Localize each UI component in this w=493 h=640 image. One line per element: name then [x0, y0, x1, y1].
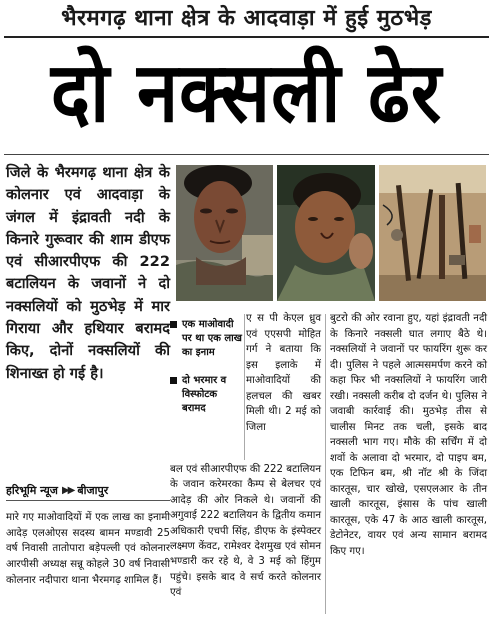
kicker-headline: भैरमगढ़ थाना क्षेत्र के आदवाड़ा में हुई मुठभेड़ [61, 6, 432, 31]
byline [6, 480, 170, 501]
headline-divider [4, 154, 489, 155]
kicker-divider [4, 36, 489, 38]
column-2-top [246, 311, 321, 435]
bullet-square-icon [170, 377, 177, 384]
highlight-text: एक माओवादी पर था एक लाख का इनाम [182, 319, 242, 358]
column-2-top-text: ए स पी केएल ध्रुव एवं एएसपी मोहित गर्ग ने बताया कि इस इलाके में माओवादियों की हलचल की खबर मिली थी। 2 मई को जिला [246, 313, 321, 433]
lead-text: जिले के भैरमगढ़ थाना क्षेत्र के कोलनार एवं आदवाड़ा के जंगल में इंद्रावती नदी के किनारे गुरूवार की शाम डीएफ एवं सीआरपीएफ की 222 बटालियन के जवानों ने दो नक्सलियों को मुठभेड़ में मार गिराया और हथियार बरामद किए, दोनों नक्सलियों की शिनाख्त हो गई है। [6, 164, 170, 382]
highlight-item [170, 318, 244, 360]
photo-weapons-image [379, 165, 486, 301]
highlights-box [170, 318, 244, 430]
column-divider [325, 314, 326, 614]
main-headline: दो नक्सली ढेर [50, 44, 443, 142]
photo-body-2 [277, 165, 375, 301]
column-divider [244, 314, 245, 460]
photo-body-1-image [176, 165, 273, 301]
highlight-item [170, 374, 244, 416]
highlight-text: दो भरमार व विस्फोटक बरामद [182, 375, 227, 414]
byline-place: बीजापुर [77, 483, 109, 497]
photo-weapons [379, 165, 486, 301]
bullet-square-icon [170, 321, 177, 328]
byline-paper: हरिभूमि न्यूज [6, 483, 58, 497]
photo-body-1 [176, 165, 273, 301]
photo-body-2-image [277, 165, 375, 301]
column-1-body: मारे गए माओवादियों में एक लाख का इनामी आदेड़ एलओएस सदस्य बामन मण्डावी 25 वर्ष निवासी तातोपारा बड़ेपल्ली एवं कोलनार आरपीसी अध्यक्ष सन्नू कोहले 30 वर्ष निवासी कोलनार नदीपारा थाना भैरमगढ़ शामिल हैं। [6, 512, 170, 586]
lead-paragraph [6, 162, 170, 385]
byline-arrows-icon: ▶▶ [61, 484, 74, 496]
column-3-body: बुटरो की ओर रवाना हुए, यहां इंद्रावती नदी के किनारे नक्सली घात लगाए बैठे थे। नक्सलियों ने जवानों पर फायरिंग शुरू कर दी। पुलिस ने पहले आत्मसमर्पण करने को कहा फिर भी नक्सलियों ने फायरिंग जारी रखी। नक्सली करीब दो दर्जन थे। पुलिस ने जवाबी कार्रवाई की। मुठभेड़ तीस से चालीस मिनट तक चली, इसके बाद नक्सली भाग गए। मौके की सर्चिंग में दो शवों के अलावा दो भरमार, दो पाइप बम, एक टिफिन बम, श्री नॉट श्री के जिंदा कारतूस, चार खोखे, एसएलआर के तीन खाली कारतूस, इंसास के पांच खाली कारतूस, एके 47 के आठ खाली कारतूस, डेटोनेटर, वायर एवं अन्य सामान बरामद किए गए। [330, 313, 487, 557]
column-2-bottom: बल एवं सीआरपीएफ की 222 बटालियन के जवान करेमरका कैम्प से बेलचर एवं आदेड़ की ओर निकले थे। जवानों की अगुवाई 222 बटालियन के द्वितीय कमान अधिकारी एचपी सिंह, डीएफ के इंस्पेक्टर लक्ष्मण केंवट, रामेश्वर देशमुख एवं सोमन भण्डारी कर रहे थे, वे 3 मई को हिंगुम पहुंचे। इसके बाद वे सर्च करते कोलनार एवं [170, 464, 321, 599]
